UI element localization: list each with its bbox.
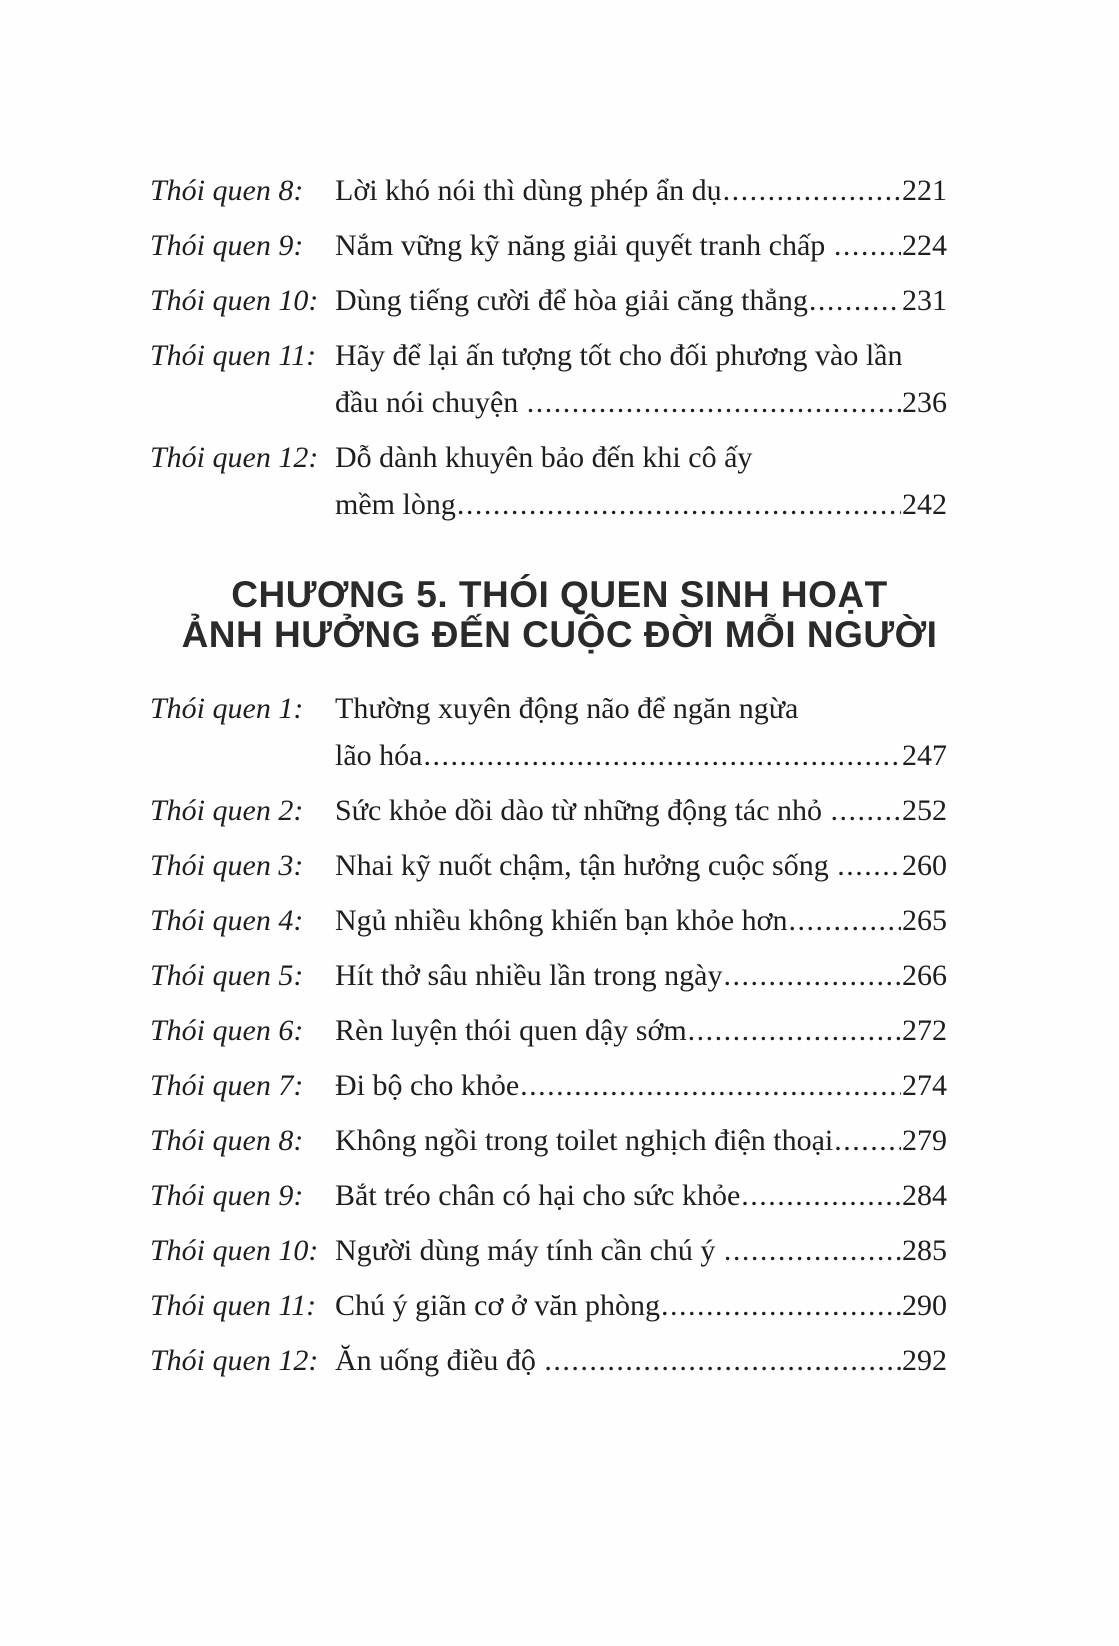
dot-leader xyxy=(661,1282,901,1329)
toc-entry-page-number: 279 xyxy=(902,1124,947,1157)
toc-entry-body xyxy=(335,787,947,834)
toc-entry-title-text: Chú ý giãn cơ ở văn phòng xyxy=(335,1289,661,1322)
toc-entry-body xyxy=(335,222,947,269)
toc-entry-page-number: 265 xyxy=(902,904,947,937)
toc-entry-line xyxy=(335,1337,947,1384)
toc-entry-page-number: 292 xyxy=(902,1344,947,1377)
toc-entry-body xyxy=(335,897,947,944)
toc-entry-label: Thói quen 12: xyxy=(150,441,319,474)
toc-entry-page-number: 274 xyxy=(902,1069,947,1102)
toc-entry-label: Thói quen 11: xyxy=(150,339,317,372)
toc-entry xyxy=(150,1062,947,1109)
dot-leader xyxy=(544,1337,901,1384)
toc-entry-line xyxy=(335,685,947,732)
toc-entry-title-text: đầu nói chuyện xyxy=(335,386,526,419)
dot-leader xyxy=(723,952,901,999)
toc-entry-body xyxy=(335,1337,947,1384)
dot-leader xyxy=(741,1172,901,1219)
toc-entry-label: Thói quen 4: xyxy=(150,904,304,937)
toc-entry xyxy=(150,1227,947,1274)
toc-entry xyxy=(150,1282,947,1329)
dot-leader xyxy=(831,787,901,834)
toc-entry-page-number: 231 xyxy=(902,284,947,317)
toc-entry xyxy=(150,685,947,779)
dot-leader xyxy=(423,732,901,779)
toc-entry xyxy=(150,222,947,269)
toc-entry-page-number: 252 xyxy=(902,794,947,827)
toc-entry xyxy=(150,1117,947,1164)
toc-entry xyxy=(150,897,947,944)
toc-entry xyxy=(150,332,947,426)
toc-entry-body xyxy=(335,434,947,528)
toc-entry-title-text: Không ngồi trong toilet nghịch điện thoại xyxy=(335,1124,834,1157)
toc-entry-title-text: Hít thở sâu nhiều lần trong ngày xyxy=(335,959,723,992)
toc-entry-title-text: Đi bộ cho khỏe xyxy=(335,1069,520,1102)
toc-entry-body xyxy=(335,1282,947,1329)
toc-entry-line xyxy=(335,379,947,426)
dot-leader xyxy=(457,481,901,528)
toc-entry-title-text: Bắt tréo chân có hại cho sức khỏe xyxy=(335,1179,741,1212)
toc-entry-body xyxy=(335,1062,947,1109)
toc-entry-label: Thói quen 2: xyxy=(150,794,304,827)
toc-entry-line xyxy=(335,434,947,481)
toc-entry-page-number: 272 xyxy=(902,1014,947,1047)
toc-entry-label: Thói quen 9: xyxy=(150,229,304,262)
toc-entry-body xyxy=(335,1117,947,1164)
toc-entry-page-number: 285 xyxy=(902,1234,947,1267)
toc-entry-page-number: 242 xyxy=(902,488,947,521)
toc-entry-title-text: Sức khỏe dồi dào từ những động tác nhỏ xyxy=(335,794,830,827)
toc-entry-label: Thói quen 1: xyxy=(150,692,304,725)
toc-entry-title-text: lão hóa xyxy=(335,739,423,772)
toc-entry-body xyxy=(335,952,947,999)
dot-leader xyxy=(527,379,901,426)
toc-section-previous-chapter xyxy=(150,167,947,528)
toc-entry-label: Thói quen 6: xyxy=(150,1014,304,1047)
toc-entry-line xyxy=(335,277,947,324)
toc-entry-title-text: Dỗ dành khuyên bảo đến khi cô ấy xyxy=(335,441,753,474)
toc-entry-page-number: 247 xyxy=(902,739,947,772)
dot-leader xyxy=(837,842,901,889)
toc-entry-label: Thói quen 9: xyxy=(150,1179,304,1212)
dot-leader xyxy=(809,277,901,324)
toc-entry-body xyxy=(335,1007,947,1054)
toc-entry-line xyxy=(335,1227,947,1274)
toc-entry-page-number: 224 xyxy=(902,229,947,262)
toc-entry-line xyxy=(335,332,947,379)
toc-entry-line xyxy=(335,732,947,779)
chapter-5-heading xyxy=(161,575,958,655)
toc-entry xyxy=(150,842,947,889)
toc-entry-line xyxy=(335,952,947,999)
dot-leader xyxy=(724,1227,901,1274)
toc-entry-page-number: 221 xyxy=(902,174,947,207)
toc-entry-line xyxy=(335,1117,947,1164)
toc-entry-body xyxy=(335,277,947,324)
toc-entry xyxy=(150,277,947,324)
toc-entry-label: Thói quen 10: xyxy=(150,284,319,317)
toc-entry-label: Thói quen 3: xyxy=(150,849,304,882)
toc-entry-page-number: 290 xyxy=(902,1289,947,1322)
toc-entry-body xyxy=(335,332,947,426)
toc-entry-title-text: Ăn uống điều độ xyxy=(335,1344,544,1377)
toc-entry xyxy=(150,167,947,214)
toc-entry xyxy=(150,952,947,999)
toc-entry-page-number: 236 xyxy=(902,386,947,419)
toc-entry-line xyxy=(335,1007,947,1054)
toc-entry-label: Thói quen 12: xyxy=(150,1344,319,1377)
toc-entry-title-text: Rèn luyện thói quen dậy sớm xyxy=(335,1014,687,1047)
chapter-heading-line-1: CHƯƠNG 5. THÓI QUEN SINH HOẠT xyxy=(231,574,888,615)
toc-entry-title-text: Dùng tiếng cười để hòa giải căng thẳng xyxy=(335,284,808,317)
toc-entry xyxy=(150,1337,947,1384)
toc-entry-label: Thói quen 10: xyxy=(150,1234,319,1267)
toc-entry-body xyxy=(335,1172,947,1219)
toc-entry-label: Thói quen 8: xyxy=(150,1124,304,1157)
dot-leader xyxy=(688,1007,901,1054)
toc-entry xyxy=(150,787,947,834)
toc-entry-body xyxy=(335,842,947,889)
toc-entry-label: Thói quen 11: xyxy=(150,1289,317,1322)
toc-entry xyxy=(150,1172,947,1219)
toc-entry-line xyxy=(335,481,947,528)
toc-entry-line xyxy=(335,1172,947,1219)
toc-entry-line xyxy=(335,842,947,889)
toc-entry-body xyxy=(335,167,947,214)
toc-entry-line xyxy=(335,787,947,834)
toc-entry-page-number: 284 xyxy=(902,1179,947,1212)
toc-entry-title-text: Ngủ nhiều không khiến bạn khỏe hơn xyxy=(335,904,788,937)
toc-entry-label: Thói quen 8: xyxy=(150,174,304,207)
toc-entry-label: Thói quen 7: xyxy=(150,1069,304,1102)
toc-entry-body xyxy=(335,1227,947,1274)
toc-entry xyxy=(150,1007,947,1054)
toc-entry-title-text: Hãy để lại ấn tượng tốt cho đối phương vào lần xyxy=(335,339,903,372)
toc-entry-line xyxy=(335,897,947,944)
dot-leader xyxy=(788,897,901,944)
toc-entry-line xyxy=(335,1282,947,1329)
toc-entry-title-text: Thường xuyên động não để ngăn ngừa xyxy=(335,692,799,725)
toc-content xyxy=(150,167,947,1392)
toc-entry-page-number: 260 xyxy=(902,849,947,882)
dot-leader xyxy=(520,1062,901,1109)
chapter-heading-line-2: ẢNH HƯỞNG ĐẾN CUỘC ĐỜI MỖI NGƯỜI xyxy=(181,614,938,655)
toc-entry-title-text: Nhai kỹ nuốt chậm, tận hưởng cuộc sống xyxy=(335,849,837,882)
toc-section-chapter-5 xyxy=(150,685,947,1384)
dot-leader xyxy=(834,1117,901,1164)
toc-entry-line xyxy=(335,222,947,269)
toc-entry-title-text: mềm lòng xyxy=(335,488,456,521)
toc-entry-body xyxy=(335,685,947,779)
toc-entry xyxy=(150,434,947,528)
toc-entry-title-text: Nắm vững kỹ năng giải quyết tranh chấp xyxy=(335,229,833,262)
toc-entry-line xyxy=(335,1062,947,1109)
dot-leader xyxy=(723,167,901,214)
toc-entry-page-number: 266 xyxy=(902,959,947,992)
toc-entry-line xyxy=(335,167,947,214)
dot-leader xyxy=(834,222,901,269)
toc-entry-label: Thói quen 5: xyxy=(150,959,304,992)
toc-entry-title-text: Người dùng máy tính cần chú ý xyxy=(335,1234,723,1267)
toc-entry-title-text: Lời khó nói thì dùng phép ẩn dụ xyxy=(335,174,722,207)
